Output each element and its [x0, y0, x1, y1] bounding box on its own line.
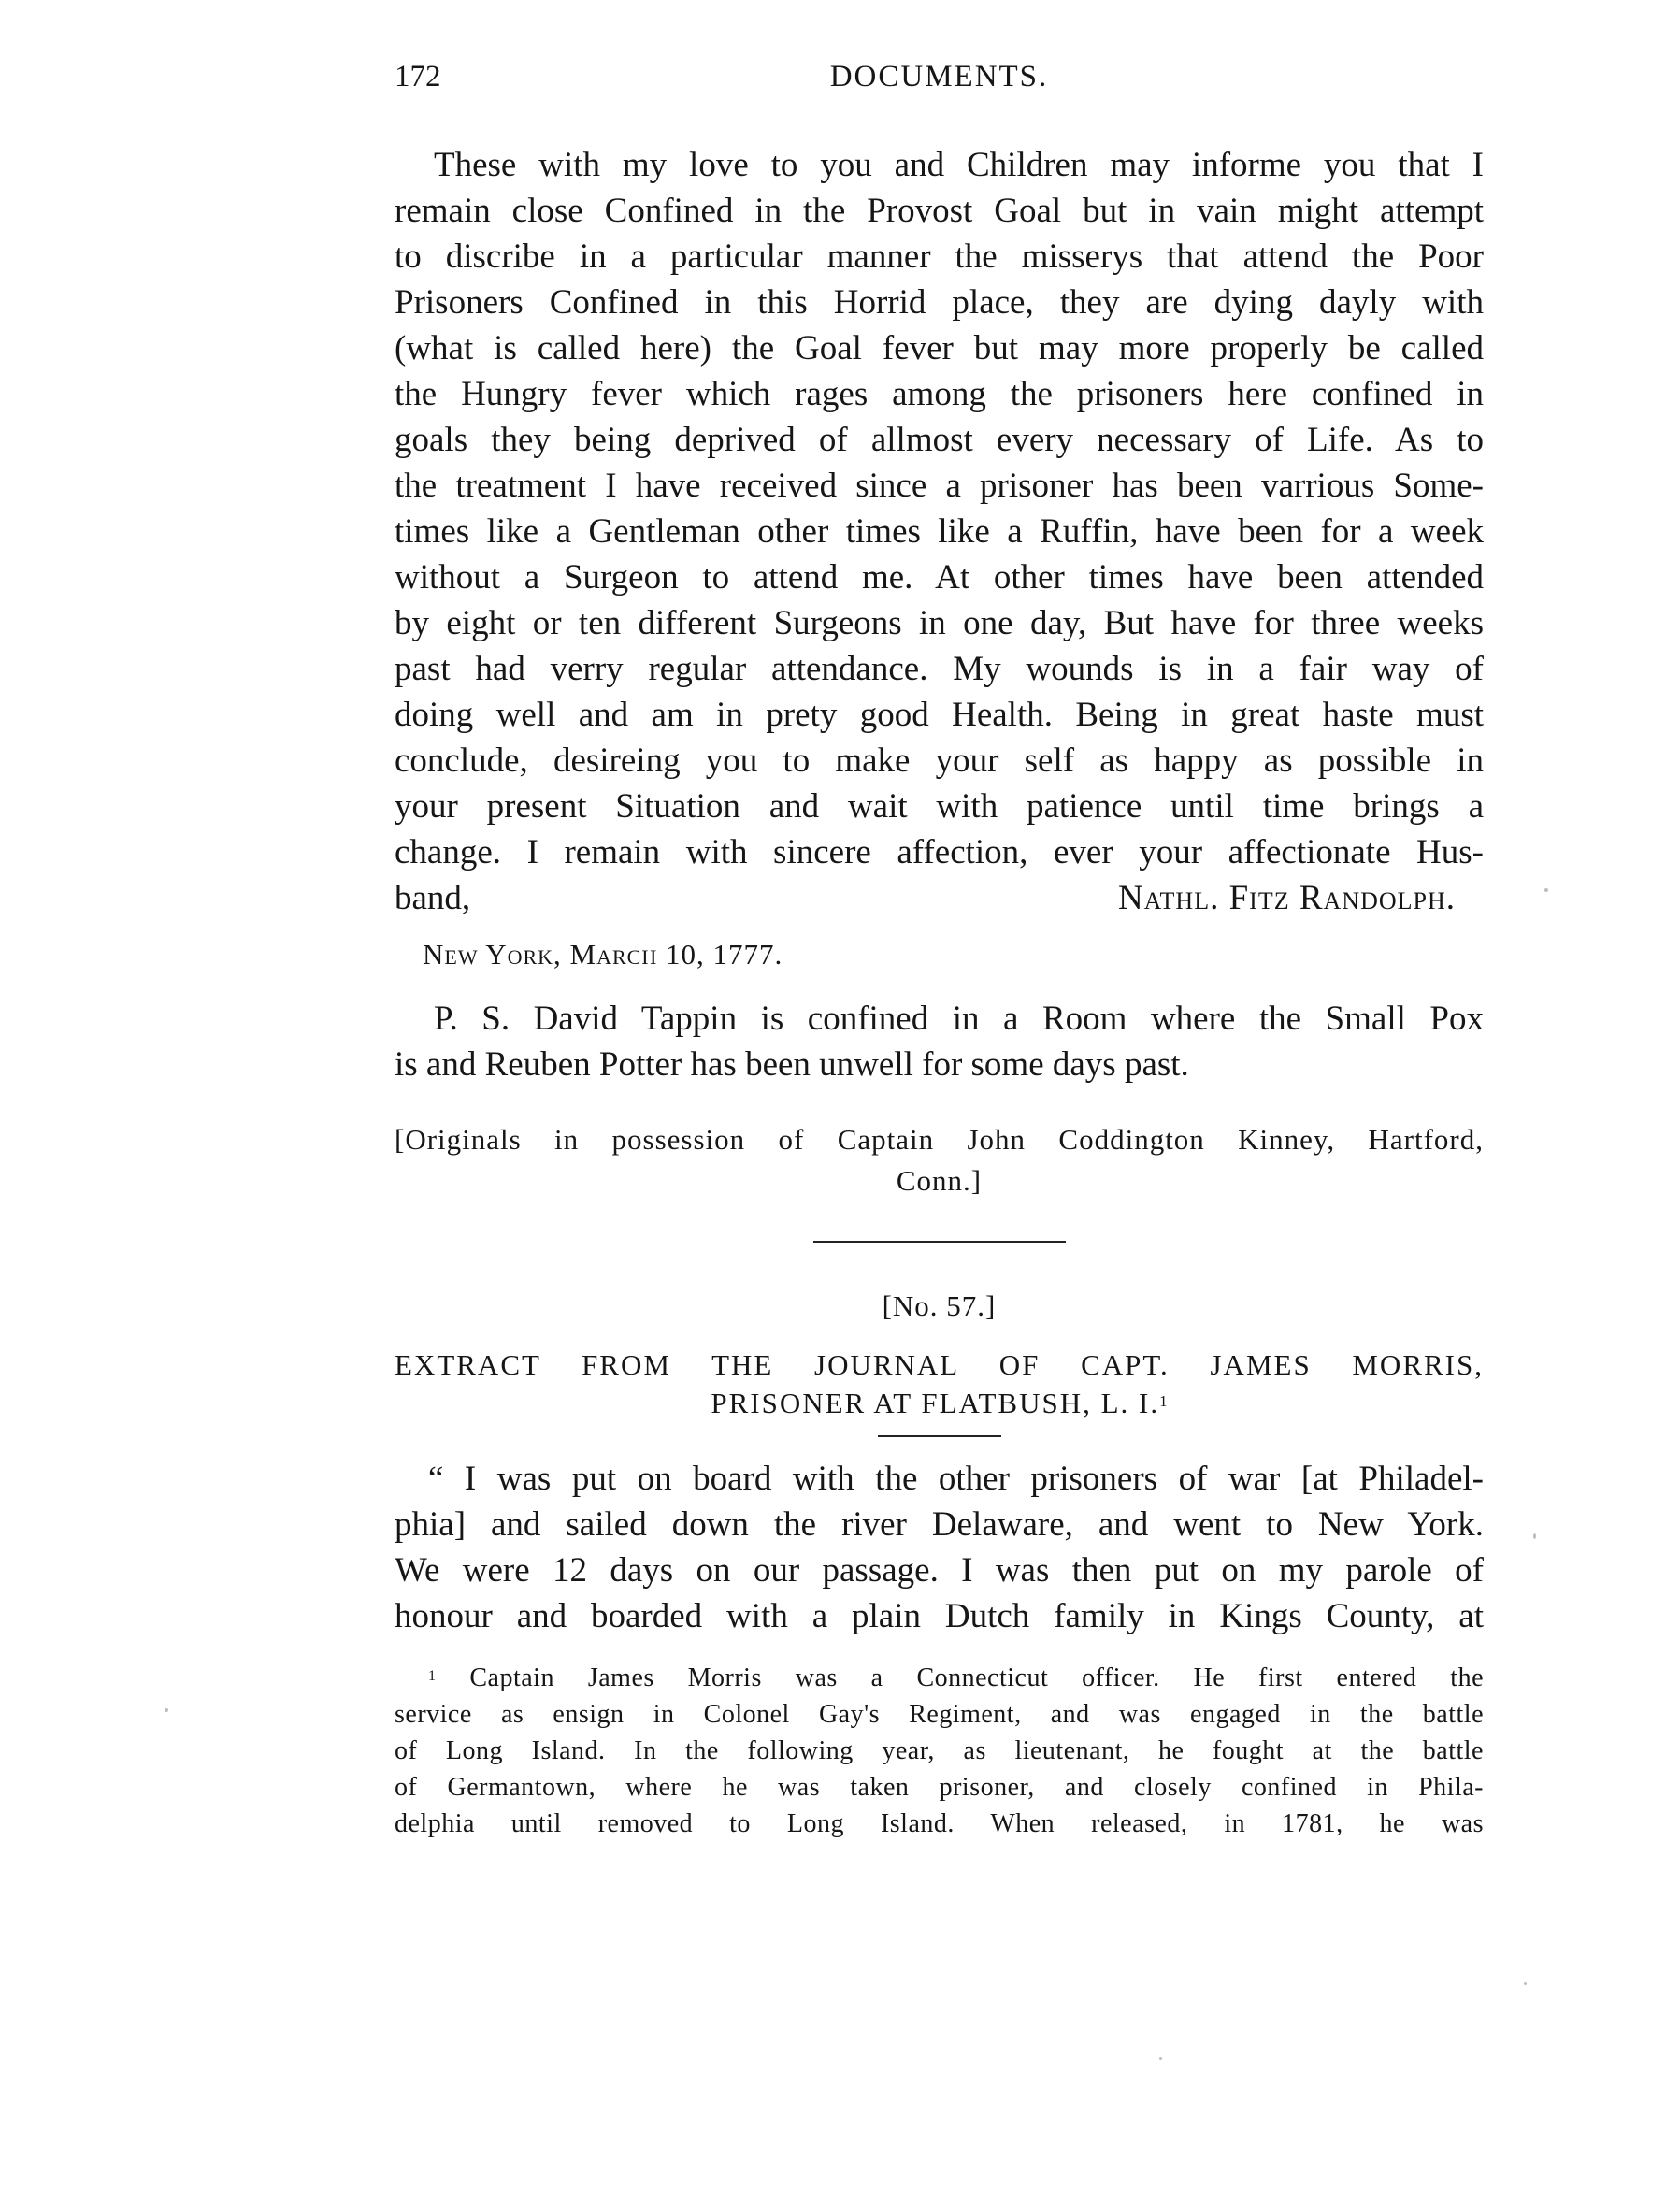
footnote — [395, 1660, 1484, 1842]
source-note — [395, 1119, 1484, 1202]
letter-closing: band, — [395, 879, 471, 917]
journal-line: honour and boarded with a plain Dutch family in Kings County, at — [395, 1597, 1484, 1635]
letter-line: without a Surgeon to attend me. At other times have been attended — [395, 558, 1484, 597]
footnote-line: delphia until removed to Long Island. When released, in 1781, he was — [395, 1809, 1484, 1838]
document-title — [395, 1346, 1484, 1422]
scan-speck — [1544, 888, 1548, 892]
letter-dateline: New York, March 10, 1777. — [423, 938, 783, 971]
postscript-line: P. S. David Tappin is confined in a Room where the Small Pox — [434, 1000, 1484, 1038]
footnote-marker: 1 — [428, 1668, 437, 1684]
letter-signature: Nathl. Fitz Randolph. — [1117, 879, 1456, 917]
letter-line: goals they being deprived of allmost every necessary of Life. As to — [395, 421, 1484, 459]
letter-line: times like a Gentleman other times like a Ruffin, have been for a week — [395, 512, 1484, 551]
document-title-line-1: EXTRACT FROM THE JOURNAL OF CAPT. JAMES MORRIS, — [395, 1348, 1484, 1381]
title-divider — [878, 1435, 1001, 1437]
journal-line: phia] and sailed down the river Delaware, and went to New York. — [395, 1505, 1484, 1544]
document-number: [No. 57.] — [882, 1289, 997, 1322]
footnote-line: of Germantown, where he was taken prisoner, and closely confined in Phila- — [395, 1773, 1484, 1802]
scan-speck — [1524, 1982, 1527, 1985]
letter-line: doing well and am in prety good Health. Being in great haste must — [395, 696, 1484, 734]
letter-line: by eight or ten different Surgeons in one day, But have for three weeks — [395, 604, 1484, 642]
source-note-line: [Originals in possession of Captain John Coddington Kinney, Hartford, — [395, 1123, 1484, 1156]
postscript-line: is and Reuben Potter has been unwell for some days past. — [395, 1045, 1189, 1084]
letter-line: the Hungry fever which rages among the prisoners here confined in — [395, 375, 1484, 413]
letter-body — [395, 142, 1484, 921]
journal-extract — [395, 1456, 1484, 1639]
postscript — [395, 996, 1484, 1087]
letter-line: (what is called here) the Goal fever but may more properly be called — [395, 329, 1484, 367]
document-title-line-2 — [395, 1384, 1484, 1422]
journal-line: “ I was put on board with the other prisoners of war [at Philadel- — [428, 1460, 1484, 1498]
letter-line: your present Situation and wait with patience until time brings a — [395, 787, 1484, 826]
journal-line: We were 12 days on our passage. I was then put on my parole of — [395, 1551, 1484, 1590]
letter-line: change. I remain with sincere affection, ever your affectionate Hus- — [395, 833, 1484, 871]
letter-line: remain close Confined in the Provost Goal but in vain might attempt — [395, 192, 1484, 230]
source-note-line: Conn.] — [896, 1164, 983, 1197]
document-page — [395, 56, 1484, 1842]
footnote-line — [395, 1660, 1484, 1696]
letter-line: past had verry regular attendance. My wounds is in a fair way of — [395, 650, 1484, 688]
footnote-reference: 1 — [1159, 1392, 1168, 1410]
letter-signoff — [395, 875, 1484, 921]
footnote-line-text: Captain James Morris was a Connecticut officer. He first entered the — [469, 1663, 1484, 1692]
page-header — [395, 56, 1484, 97]
footnote-line: service as ensign in Colonel Gay's Regiment, and was engaged in the battle — [395, 1700, 1484, 1729]
footnote-line: of Long Island. In the following year, as lieutenant, he fought at the battle — [395, 1736, 1484, 1765]
scan-speck — [1159, 2057, 1162, 2060]
letter-line: to discribe in a particular manner the misserys that attend the Poor — [395, 238, 1484, 276]
letter-line: Prisoners Confined in this Horrid place, they are dying dayly with — [395, 283, 1484, 322]
running-head: DOCUMENTS. — [829, 60, 1049, 94]
letter-line: These with my love to you and Children may informe you that I — [434, 146, 1484, 184]
scan-speck — [165, 1708, 168, 1712]
letter-line: the treatment I have received since a prisoner has been varrious Some- — [395, 467, 1484, 505]
section-divider — [813, 1241, 1066, 1243]
page-number: 172 — [395, 60, 441, 94]
letter-line: conclude, desireing you to make your self as happy as possible in — [395, 741, 1484, 780]
scan-speck — [1533, 1533, 1536, 1539]
document-title-line-2-text: PRISONER AT FLATBUSH, L. I. — [711, 1387, 1160, 1419]
